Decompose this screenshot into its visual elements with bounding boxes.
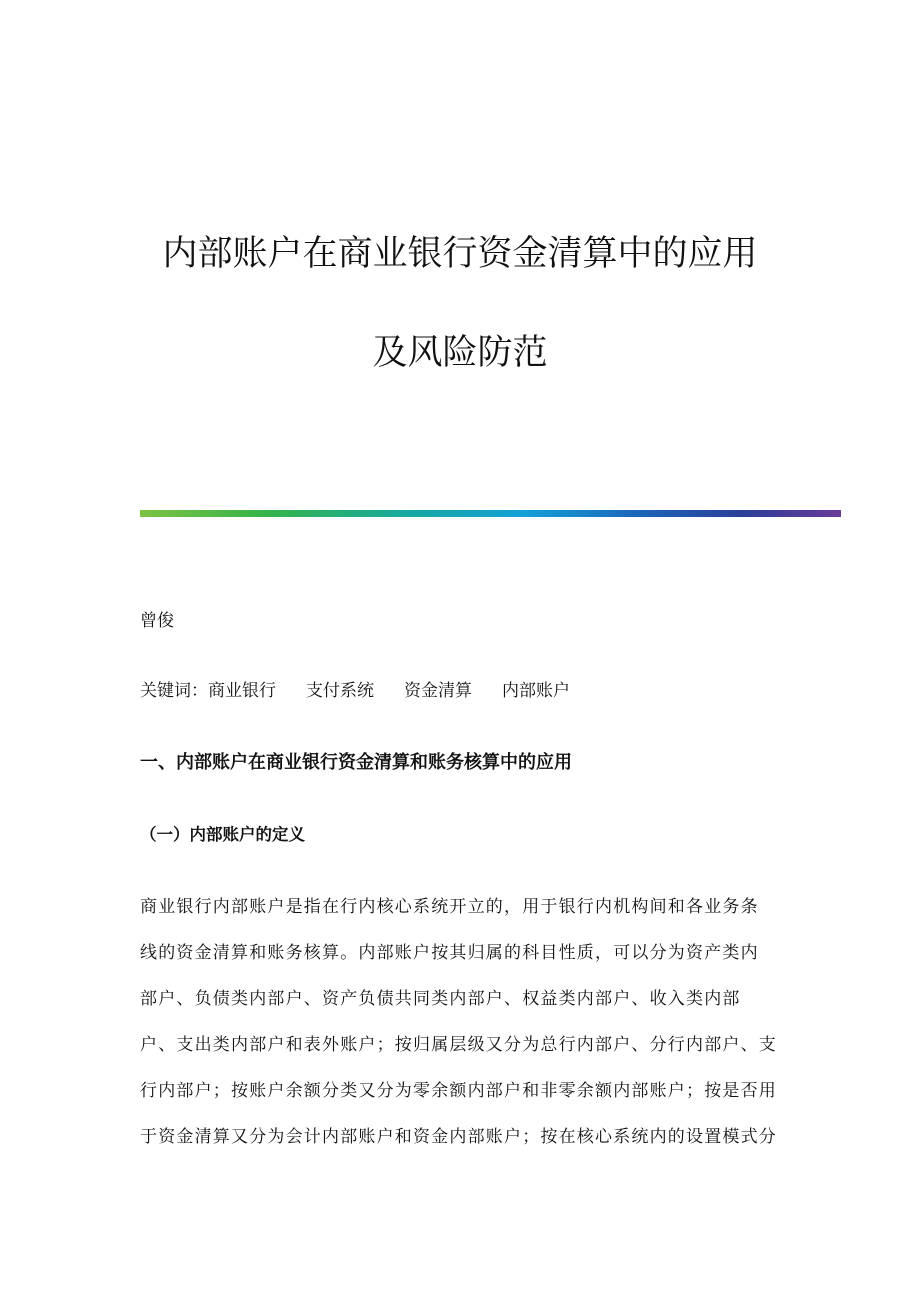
paragraph-line: 商业银行内部账户是指在行内核心系统开立的，用于银行内机构间和各业务条 xyxy=(140,897,759,917)
keyword-item: 资金清算 xyxy=(404,681,472,701)
title-divider-gradient xyxy=(140,510,841,517)
document-title-line-1: 内部账户在商业银行资金清算中的应用 xyxy=(162,234,758,274)
paragraph-line: 线的资金清算和账务核算。内部账户按其归属的科目性质，可以分为资产类内 xyxy=(140,943,759,963)
body-paragraph xyxy=(140,892,780,1168)
paragraph-line: 部户、负债类内部户、资产负债共同类内部户、权益类内部户、收入类内部 xyxy=(140,989,741,1009)
keyword-item: 商业银行 xyxy=(208,681,276,701)
keyword-item: 内部账户 xyxy=(502,681,570,701)
paragraph-line: 户、支出类内部户和表外账户；按归属层级又分为总行内部户、分行内部户、支 xyxy=(140,1035,777,1055)
document-title-line-2: 及风险防范 xyxy=(372,333,548,373)
paragraph-line: 行内部户；按账户余额分类又分为零余额内部户和非零余额内部账户；按是否用 xyxy=(140,1081,777,1101)
subsection-heading: （一）内部账户的定义 xyxy=(140,825,305,844)
keyword-item: 支付系统 xyxy=(306,681,374,701)
author-name: 曾俊 xyxy=(140,611,174,631)
keywords-label: 关键词： xyxy=(140,681,208,701)
keywords-line xyxy=(140,679,570,703)
section-heading: 一、内部账户在商业银行资金清算和账务核算中的应用 xyxy=(140,752,572,773)
paragraph-line: 于资金清算又分为会计内部账户和资金内部账户；按在核心系统内的设置模式分 xyxy=(140,1127,777,1147)
